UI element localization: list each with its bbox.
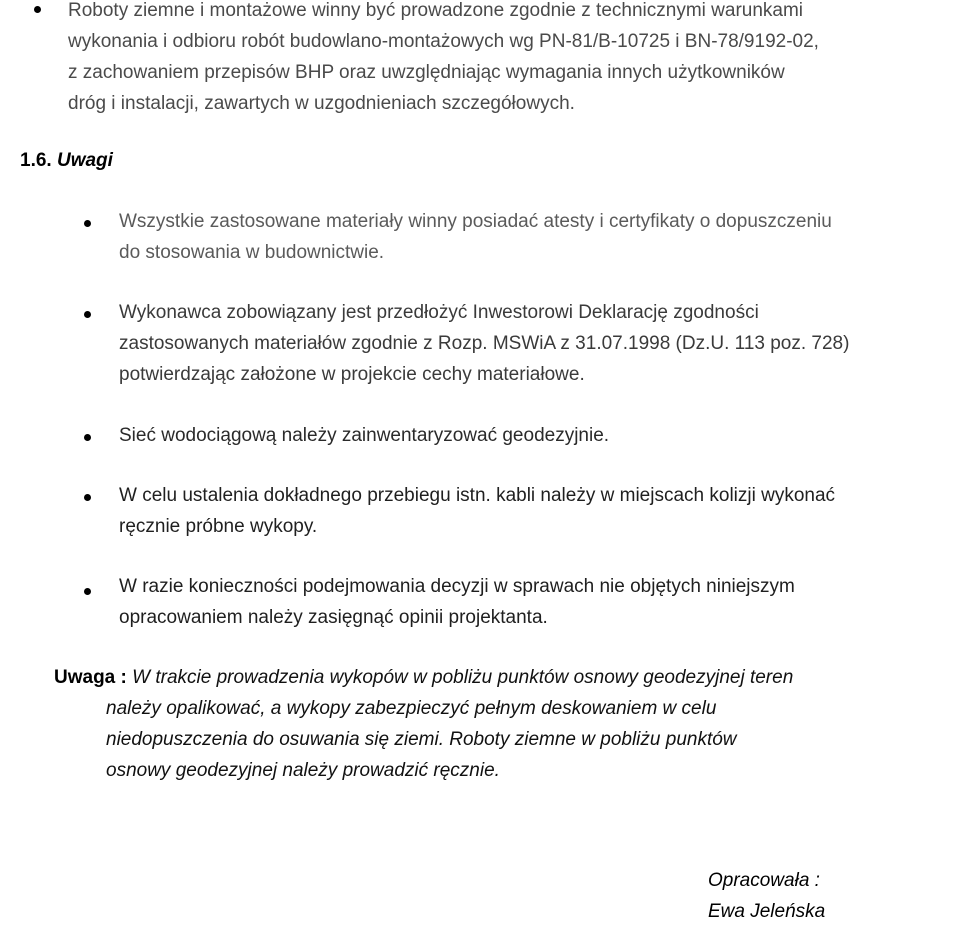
signature-block (708, 865, 825, 927)
list-item: W celu ustalenia dokładnego przebiegu istn. kabli należy w miejscach kolizji wykonać ręcznie próbne wykopy. (119, 485, 836, 537)
note-first-line: W trakcie prowadzenia wykopów w pobliżu punktów osnowy geodezyjnej teren (132, 667, 794, 688)
intro-paragraph: Roboty ziemne i montażowe winny być prowadzone zgodnie z technicznymi warunkami wykonania i odbioru robót budowlano-montażowych wg PN-81/B-10725 i BN-78/9192-02, z zachowaniem przepisów BHP oraz uwzględniając wymagania innych użytkowników dróg i instalacji, zawartych w uzgodnieniach szczegółowych. (68, 0, 819, 114)
bullet-icon (84, 311, 91, 318)
section-number: 1.6. (20, 150, 52, 171)
section-heading (20, 145, 113, 176)
list-item: Wykonawca zobowiązany jest przedłożyć Inwestorowi Deklarację zgodności zastosowanych materiałów zgodnie z Rozp. MSWiA z 31.07.1998 (Dz.U. 113 poz. 728) potwierdzając założone w projekcie cechy materiałowe. (119, 302, 850, 385)
section-title: Uwagi (56, 150, 113, 171)
signature-label: Opracowała : (708, 870, 820, 891)
note-continuation: należy opalikować, a wykopy zabezpieczyć pełnym deskowaniem w celu niedopuszczenia do osuwania się ziemi. Roboty ziemne w pobliżu punktów osnowy geodezyjnej należy prowadzić ręcznie. (106, 698, 737, 781)
signature-name: Ewa Jeleńska (708, 901, 826, 922)
note-block (54, 662, 934, 786)
bullet-icon (84, 494, 91, 501)
bullet-icon (34, 6, 41, 13)
bullet-icon (84, 220, 91, 227)
bullet-icon (84, 588, 91, 595)
list-item: Sieć wodociągową należy zainwentaryzować geodezyjnie. (119, 425, 610, 446)
note-label: Uwaga : (54, 667, 127, 688)
bullet-icon (84, 434, 91, 441)
list-item: W razie konieczności podejmowania decyzji w sprawach nie objętych niniejszym opracowaniem należy zasięgnąć opinii projektanta. (119, 576, 795, 628)
list-item: Wszystkie zastosowane materiały winny posiadać atesty i certyfikaty o dopuszczeniu do stosowania w budownictwie. (119, 211, 832, 263)
